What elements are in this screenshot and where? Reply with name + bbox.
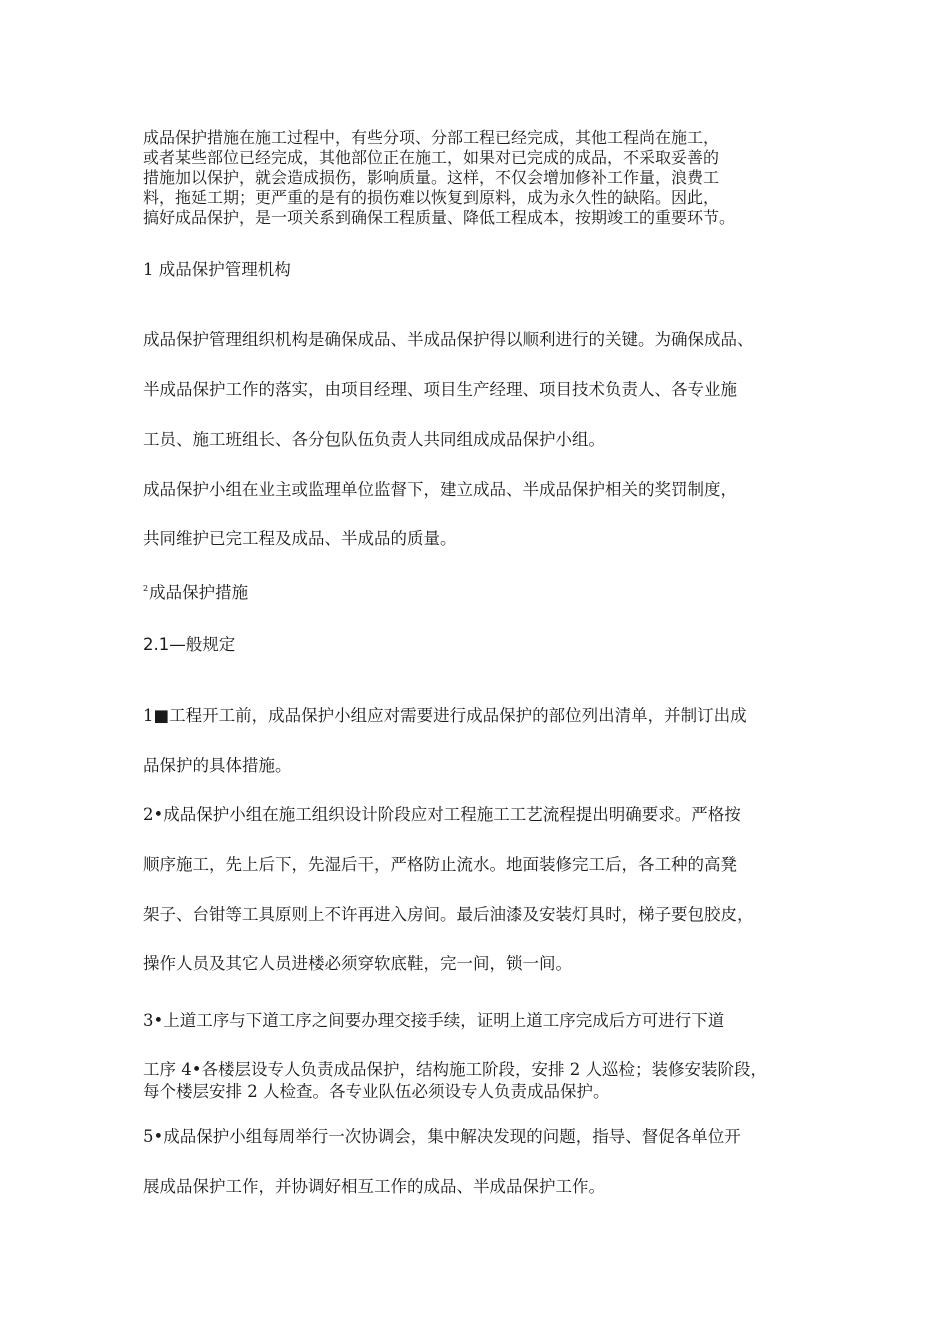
intro-line-3: 措施加以保护，就会造成损伤，影响质量。这样，不仅会增加修补工作量，浪费工	[143, 168, 720, 187]
item-line-6: 操作人员及其它人员进楼必须穿软底鞋，完一间，锁一间。	[143, 954, 572, 973]
section2-number: 2	[143, 584, 149, 593]
section1-line-5: 共同维护已完工程及成品、半成品的质量。	[143, 529, 457, 548]
section1-line-1: 成品保护管理组织机构是确保成品、半成品保护得以顺利进行的关键。为确保成品、	[143, 330, 754, 349]
section1-heading: 1 成品保护管理机构	[143, 260, 291, 279]
intro-line-1: 成品保护措施在施工过程中，有些分项、分部工程已经完成，其他工程尚在施工，	[143, 128, 720, 147]
intro-line-5: 搞好成品保护，是一项关系到确保工程质量、降低工程成本，按期竣工的重要环节。	[143, 208, 736, 227]
item-line-3: 2•成品保护小组在施工组织设计阶段应对工程施工工艺流程提出明确要求。严格按	[143, 805, 741, 824]
item-line-1: 1■工程开工前，成品保护小组应对需要进行成品保护的部位列出清单，并制订出成	[143, 706, 747, 725]
item-line-9: 每个楼层安排 2 人检查。各专业队伍必须设专人负责成品保护。	[143, 1082, 610, 1101]
section2-heading	[143, 579, 248, 603]
item-line-2: 品保护的具体措施。	[143, 756, 292, 775]
item-line-5: 架子、台钳等工具原则上不许再进入房间。最后油漆及安装灯具时，梯子要包胶皮，	[143, 905, 754, 924]
item-line-8: 工序 4•各楼层设专人负责成品保护，结构施工阶段，安排 2 人巡检；装修安装阶段，	[143, 1060, 767, 1079]
intro-line-4: 料，拖延工期；更严重的是有的损伤难以恢复到原料，成为永久性的缺陷。因此，	[143, 188, 720, 207]
item-line-11: 展成品保护工作，并协调好相互工作的成品、半成品保护工作。	[143, 1177, 605, 1196]
section1-line-3: 工员、施工班组长、各分包队伍负责人共同组成成品保护小组。	[143, 430, 605, 449]
section2-title: 成品保护措施	[149, 583, 249, 602]
section1-line-4: 成品保护小组在业主或监理单位监督下，建立成品、半成品保护相关的奖罚制度，	[143, 480, 737, 499]
section21-heading: 2.1—般规定	[143, 635, 236, 654]
intro-line-2: 或者某些部位已经完成，其他部位正在施工，如果对已完成的成品，不采取妥善的	[143, 148, 720, 167]
section1-line-2: 半成品保护工作的落实，由项目经理、项目生产经理、项目技术负责人、各专业施	[143, 380, 737, 399]
item-line-4: 顺序施工，先上后下，先湿后干，严格防止流水。地面装修完工后，各工种的高凳	[143, 855, 737, 874]
item-line-10: 5•成品保护小组每周举行一次协调会，集中解决发现的问题，指导、督促各单位开	[143, 1127, 741, 1146]
item-line-7: 3•上道工序与下道工序之间要办理交接手续，证明上道工序完成后方可进行下道	[143, 1011, 725, 1030]
